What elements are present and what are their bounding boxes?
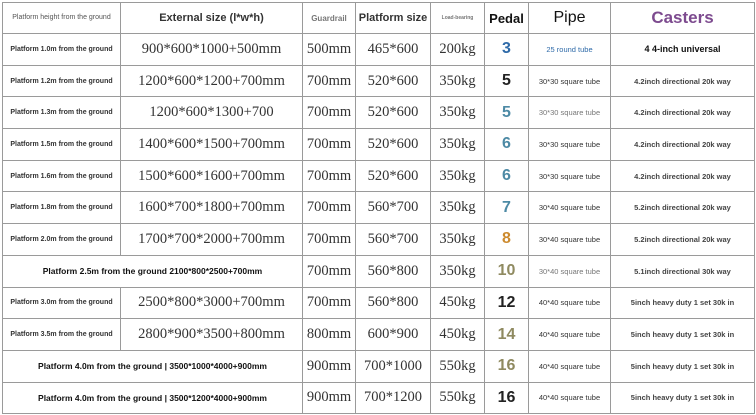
casters-cell: 5.2inch directional 20k way <box>611 192 755 224</box>
platform-height-cell: Platform 1.8m from the ground <box>3 192 121 224</box>
platform-height-cell: Platform 4.0m from the ground | 3500*1200*4000+900mm <box>3 382 303 414</box>
platform-height-cell: Platform 3.0m from the ground <box>3 287 121 319</box>
casters-cell: 5inch heavy duty 1 set 30k in <box>611 350 755 382</box>
pedal-count-cell: 16 <box>485 382 529 414</box>
guardrail-cell: 700mm <box>303 287 356 319</box>
external-size-cell: 1500*600*1600+700mm <box>121 160 303 192</box>
platform-size-cell: 560*700 <box>356 192 431 224</box>
load-bearing-cell: 350kg <box>431 160 485 192</box>
load-bearing-cell: 350kg <box>431 224 485 256</box>
external-size-cell: 1700*700*2000+700mm <box>121 224 303 256</box>
guardrail-cell: 700mm <box>303 97 356 129</box>
platform-height-cell: Platform 1.6m from the ground <box>3 160 121 192</box>
table-row <box>3 160 755 192</box>
pipe-cell: 25 round tube <box>529 34 611 66</box>
pedal-count-cell: 8 <box>485 224 529 256</box>
load-bearing-cell: 350kg <box>431 65 485 97</box>
table-row <box>3 287 755 319</box>
external-size-cell: 2800*900*3500+800mm <box>121 319 303 351</box>
pipe-cell: 30*40 square tube <box>529 224 611 256</box>
guardrail-cell: 700mm <box>303 192 356 224</box>
platform-size-cell: 520*600 <box>356 65 431 97</box>
pedal-count-cell: 3 <box>485 34 529 66</box>
header-pipe: Pipe <box>529 3 611 34</box>
platform-height-cell: Platform 1.5m from the ground <box>3 129 121 161</box>
table-row <box>3 382 755 414</box>
casters-cell: 4 4-inch universal <box>611 34 755 66</box>
pedal-count-cell: 6 <box>485 160 529 192</box>
platform-height-cell: Platform 1.2m from the ground <box>3 65 121 97</box>
load-bearing-cell: 350kg <box>431 192 485 224</box>
platform-height-cell: Platform 1.3m from the ground <box>3 97 121 129</box>
external-size-cell: 1600*700*1800+700mm <box>121 192 303 224</box>
pipe-cell: 30*30 square tube <box>529 65 611 97</box>
guardrail-cell: 900mm <box>303 382 356 414</box>
pipe-cell: 30*30 square tube <box>529 97 611 129</box>
platform-height-cell: Platform 4.0m from the ground | 3500*1000*4000+900mm <box>3 350 303 382</box>
table-row <box>3 34 755 66</box>
casters-cell: 4.2inch directional 20k way <box>611 160 755 192</box>
guardrail-cell: 900mm <box>303 350 356 382</box>
platform-size-cell: 560*800 <box>356 255 431 287</box>
pipe-cell: 40*40 square tube <box>529 287 611 319</box>
guardrail-cell: 700mm <box>303 255 356 287</box>
casters-cell: 5inch heavy duty 1 set 30k in <box>611 319 755 351</box>
pedal-count-cell: 7 <box>485 192 529 224</box>
load-bearing-cell: 550kg <box>431 350 485 382</box>
table-row <box>3 97 755 129</box>
guardrail-cell: 800mm <box>303 319 356 351</box>
header-guardrail: Guardrail <box>303 3 356 34</box>
spec-table-body <box>3 3 755 414</box>
header-external-size: External size (l*w*h) <box>121 3 303 34</box>
spec-table <box>2 2 755 414</box>
casters-cell: 5.2inch directional 20k way <box>611 224 755 256</box>
header-platform-size: Platform size <box>356 3 431 34</box>
table-row <box>3 129 755 161</box>
casters-cell: 4.2inch directional 20k way <box>611 97 755 129</box>
casters-cell: 4.2inch directional 20k way <box>611 129 755 161</box>
external-size-cell: 900*600*1000+500mm <box>121 34 303 66</box>
pipe-cell: 30*30 square tube <box>529 129 611 161</box>
pipe-cell: 40*40 square tube <box>529 319 611 351</box>
table-row <box>3 319 755 351</box>
pedal-count-cell: 16 <box>485 350 529 382</box>
pedal-count-cell: 5 <box>485 65 529 97</box>
guardrail-cell: 700mm <box>303 160 356 192</box>
load-bearing-cell: 350kg <box>431 129 485 161</box>
platform-size-cell: 465*600 <box>356 34 431 66</box>
external-size-cell: 2500*800*3000+700mm <box>121 287 303 319</box>
platform-size-cell: 700*1200 <box>356 382 431 414</box>
header-load-bearing: Load-bearing <box>431 3 485 34</box>
load-bearing-cell: 550kg <box>431 382 485 414</box>
header-platform-height: Platform height from the ground <box>3 3 121 34</box>
guardrail-cell: 500mm <box>303 34 356 66</box>
pedal-count-cell: 5 <box>485 97 529 129</box>
table-row <box>3 192 755 224</box>
guardrail-cell: 700mm <box>303 129 356 161</box>
header-pedal: Pedal <box>485 3 529 34</box>
casters-cell: 5inch heavy duty 1 set 30k in <box>611 382 755 414</box>
pipe-cell: 30*40 square tube <box>529 192 611 224</box>
header-row <box>3 3 755 34</box>
pedal-count-cell: 12 <box>485 287 529 319</box>
table-row <box>3 255 755 287</box>
pipe-cell: 30*30 square tube <box>529 160 611 192</box>
platform-height-cell: Platform 3.5m from the ground <box>3 319 121 351</box>
platform-height-cell: Platform 2.5m from the ground 2100*800*2500+700mm <box>3 255 303 287</box>
load-bearing-cell: 200kg <box>431 34 485 66</box>
platform-height-cell: Platform 2.0m from the ground <box>3 224 121 256</box>
guardrail-cell: 700mm <box>303 65 356 97</box>
external-size-cell: 1400*600*1500+700mm <box>121 129 303 161</box>
pedal-count-cell: 6 <box>485 129 529 161</box>
platform-size-cell: 600*900 <box>356 319 431 351</box>
table-row <box>3 350 755 382</box>
load-bearing-cell: 350kg <box>431 97 485 129</box>
casters-cell: 5inch heavy duty 1 set 30k in <box>611 287 755 319</box>
load-bearing-cell: 450kg <box>431 319 485 351</box>
platform-size-cell: 520*600 <box>356 160 431 192</box>
casters-cell: 4.2inch directional 20k way <box>611 65 755 97</box>
platform-size-cell: 520*600 <box>356 129 431 161</box>
pedal-count-cell: 14 <box>485 319 529 351</box>
casters-cell: 5.1inch directional 30k way <box>611 255 755 287</box>
guardrail-cell: 700mm <box>303 224 356 256</box>
table-row <box>3 65 755 97</box>
platform-size-cell: 520*600 <box>356 97 431 129</box>
platform-height-cell: Platform 1.0m from the ground <box>3 34 121 66</box>
header-casters: Casters <box>611 3 755 34</box>
platform-size-cell: 700*1000 <box>356 350 431 382</box>
external-size-cell: 1200*600*1200+700mm <box>121 65 303 97</box>
pipe-cell: 40*40 square tube <box>529 382 611 414</box>
platform-size-cell: 560*800 <box>356 287 431 319</box>
load-bearing-cell: 350kg <box>431 255 485 287</box>
platform-size-cell: 560*700 <box>356 224 431 256</box>
table-row <box>3 224 755 256</box>
pipe-cell: 40*40 square tube <box>529 350 611 382</box>
pedal-count-cell: 10 <box>485 255 529 287</box>
external-size-cell: 1200*600*1300+700 <box>121 97 303 129</box>
load-bearing-cell: 450kg <box>431 287 485 319</box>
pipe-cell: 30*40 square tube <box>529 255 611 287</box>
